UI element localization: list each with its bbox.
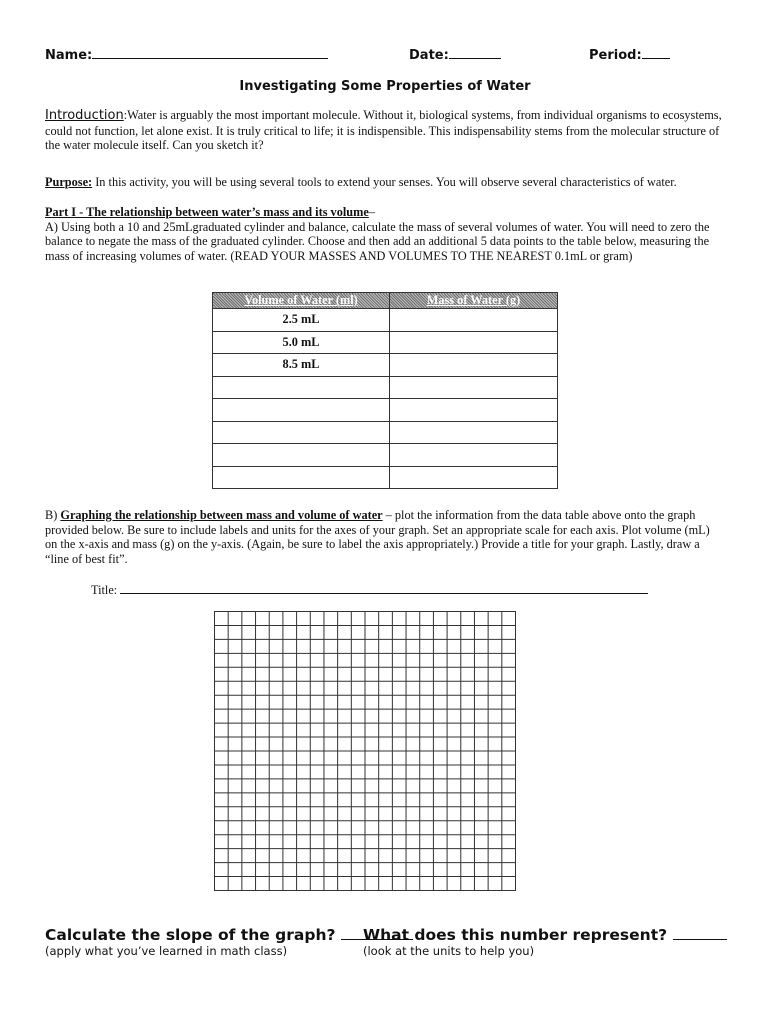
mass-cell[interactable] [390, 354, 558, 377]
volume-cell[interactable] [213, 399, 390, 422]
table-row [213, 444, 558, 467]
mass-cell[interactable] [390, 309, 558, 332]
introduction-paragraph [45, 108, 725, 153]
part-b-prefix: B) [45, 508, 61, 522]
meaning-hint: (look at the units to help you) [363, 944, 535, 958]
volume-cell[interactable] [213, 444, 390, 467]
part1-heading-suffix: – [368, 205, 375, 219]
mass-cell[interactable] [390, 466, 558, 489]
table-row [213, 331, 558, 354]
volume-cell[interactable] [213, 421, 390, 444]
name-field [45, 46, 328, 63]
introduction-text: :Water is arguably the most important molecule. Without it, biological systems, from individual organisms to ecosystems, could not function, let alone exist. It is truly critical to life; it is indispensible. This indispensability stems from the molecular structure of the water molecule itself. Can you sketch it? [45, 108, 722, 153]
mass-cell[interactable] [390, 421, 558, 444]
volume-cell: 5.0 mL [213, 331, 390, 354]
part-b-paragraph [45, 508, 725, 566]
slope-hint: (apply what you’ve learned in math class) [45, 944, 288, 958]
table-row [213, 309, 558, 332]
part1-heading: Part I - The relationship between water’s mass and its volume [45, 205, 369, 219]
part-b-text: – plot the information from the data table above onto the graph provided below. Be sure to include labels and units for the axes of your graph. Set an appropriate scale for each axis. Plot volume (mL) on the x-axis and mass (g) on the y-axis. (Again, be sure to label the axis appropriately.) Provide a title for your graph. Lastly, draw a “line of best fit”. [45, 508, 710, 566]
mass-cell[interactable] [390, 376, 558, 399]
meaning-answer-blank[interactable] [673, 928, 727, 940]
graph-grid[interactable] [214, 611, 516, 891]
period-field [589, 46, 670, 63]
name-label: Name: [45, 48, 93, 63]
graph-title-label: Title: [91, 583, 118, 597]
graph-title-field [91, 583, 648, 598]
date-blank[interactable] [449, 46, 501, 59]
slope-question-text: Calculate the slope of the graph? [45, 926, 336, 944]
table-row [213, 421, 558, 444]
table-row [213, 466, 558, 489]
part-b-heading: Graphing the relationship between mass and volume of water [60, 508, 383, 522]
table-row [213, 376, 558, 399]
document-title: Investigating Some Properties of Water [239, 79, 531, 94]
volume-cell: 8.5 mL [213, 354, 390, 377]
introduction-label: Introduction [45, 108, 124, 123]
mass-cell[interactable] [390, 331, 558, 354]
graph-title-blank[interactable] [120, 583, 648, 594]
mass-column-header: Mass of Water (g) [390, 293, 558, 309]
date-field [409, 46, 501, 63]
date-label: Date: [409, 48, 449, 63]
data-table [212, 292, 558, 489]
part1-section [45, 205, 725, 263]
meaning-question-text: What does this number represent? [363, 926, 668, 944]
table-row [213, 354, 558, 377]
slope-question [45, 926, 413, 944]
table-row [213, 399, 558, 422]
purpose-label: Purpose: [45, 175, 93, 189]
part1-instructions: A) Using both a 10 and 25mLgraduated cylinder and balance, calculate the mass of several volumes of water. You will need to zero the balance to negate the mass of the graduated cylinder. Choose and then add an additional 5 data points to the table below, measuring the mass of increasing volumes of water. (READ YOUR MASSES AND VOLUMES TO THE NEAREST 0.1mL or gram) [45, 219, 710, 263]
meaning-question [363, 926, 727, 944]
name-blank[interactable] [92, 46, 328, 59]
mass-cell[interactable] [390, 399, 558, 422]
mass-cell[interactable] [390, 444, 558, 467]
purpose-text: In this activity, you will be using several tools to extend your senses. You will observe several characteristics of water. [92, 175, 677, 189]
purpose-paragraph [45, 175, 725, 190]
period-blank[interactable] [642, 46, 670, 59]
volume-cell[interactable] [213, 376, 390, 399]
volume-cell[interactable] [213, 466, 390, 489]
volume-column-header: Volume of Water (ml) [213, 293, 390, 309]
period-label: Period: [589, 48, 642, 63]
volume-cell: 2.5 mL [213, 309, 390, 332]
